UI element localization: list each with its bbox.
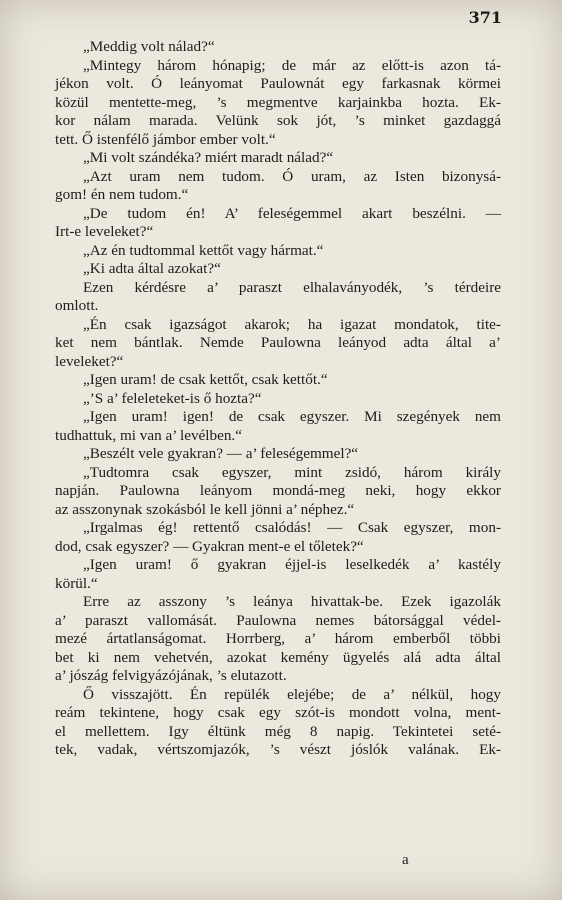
- text-line: Irt-e leveleket?“: [55, 223, 154, 240]
- text-line: reám tekintene, hogy csak egy szót-is mondott volna, ment-: [55, 704, 501, 721]
- text-line: ket nem bántlak. Nemde Paulowna leányod adta által a’: [55, 334, 501, 351]
- text-line: „Meddig volt nálad?“: [83, 38, 215, 55]
- text-line: Ezen kérdésre a’ paraszt elhalaványodék, ’s térdeire: [83, 278, 501, 296]
- text-line: „Mintegy három hónapig; de már az előtt-is azon tá-: [83, 56, 501, 74]
- text-line: „Igen uram! igen! de csak egyszer. Mi szegények nem: [83, 408, 501, 425]
- text-line: „Mi volt szándéka? miért maradt nálad?“: [83, 149, 334, 166]
- text-line: jékon volt. Ó leányomat Paulownát egy farkasnak körmei: [55, 75, 501, 92]
- text-line: „Igen uram! de csak kettőt, csak kettőt.“: [83, 371, 328, 388]
- text-line: „Igen uram! ő gyakran éjjel-is leselkedék a’ kastély: [83, 556, 501, 573]
- text-line: „’S a’ feleleteket-is ő hozta?“: [83, 389, 262, 407]
- text-line: el mellettem. Igy éltünk még 8 napig. Tekintetei seté-: [55, 722, 501, 740]
- text-line: Ő visszajött. Én repülék elejébe; de a’ nélkül, hogy: [83, 685, 501, 703]
- text-line: napján. Paulowna leányom mondá-meg neki, hogy ekkor: [55, 482, 501, 499]
- text-line: omlott.: [55, 297, 99, 314]
- text-line: tett. Ő istenfélő jámbor ember volt.“: [55, 130, 276, 148]
- text-line: „De tudom én! A’ feleségemmel akart beszélni. —: [83, 204, 501, 222]
- text-line: gom! én nem tudom.“: [55, 186, 189, 203]
- text-line: a’ paraszt vallomását. Paulowna nemes bátorsággal védel-: [55, 611, 501, 629]
- text-line: leveleket?“: [55, 352, 124, 370]
- text-line: közül mentette-meg, ’s megmentve karjainkba hozta. Ek-: [55, 93, 501, 111]
- text-line: tudhattuk, mi van a’ levélben.“: [55, 426, 242, 444]
- text-line: bet ki nem vehetvén, azokat kemény ügyelés alá adta által: [55, 648, 501, 666]
- text-line: „Azt uram nem tudom. Ó uram, az Isten bizonysá-: [83, 167, 501, 185]
- text-line: „Ki adta által azokat?“: [83, 260, 221, 277]
- text-line: „Az én tudtommal kettőt vagy hármat.“: [83, 241, 324, 259]
- text-line: kor nálam marada. Velünk sok jót, ’s minket gazdaggá: [55, 112, 501, 129]
- text-line: „Irgalmas ég! rettentő csalódás! — Csak egyszer, mon-: [83, 519, 501, 536]
- text-line: „Beszélt vele gyakran? — a’ feleségemmel?“: [83, 445, 359, 462]
- page-number: 371: [468, 8, 502, 27]
- text-line: mezé ártatlanságomat. Horrberg, a’ három emberből többi: [55, 630, 501, 647]
- catchword: a: [402, 852, 409, 868]
- text-line: Erre az asszony ’s leánya hivattak-be. Ezek igazolák: [83, 593, 501, 610]
- text-line: tek, vadak, vértszomjazók, ’s vészt jóslók valának. Ek-: [55, 741, 501, 758]
- text-line: dod, csak egyszer? — Gyakran ment-e el tőletek?“: [55, 537, 364, 555]
- text-line: „Én csak igazságot akarok; ha igazat mondatok, tite-: [83, 315, 501, 333]
- text-line: az asszonynak szokásból le kell jönni a’ néphez.“: [55, 500, 355, 518]
- text-line: a’ jószág felvigyázójának, ’s elutazott.: [55, 667, 287, 684]
- body-text: [55, 38, 501, 760]
- text-line: „Tudtomra csak egyszer, mint zsidó, három király: [83, 463, 501, 481]
- text-line: körül.“: [55, 574, 98, 592]
